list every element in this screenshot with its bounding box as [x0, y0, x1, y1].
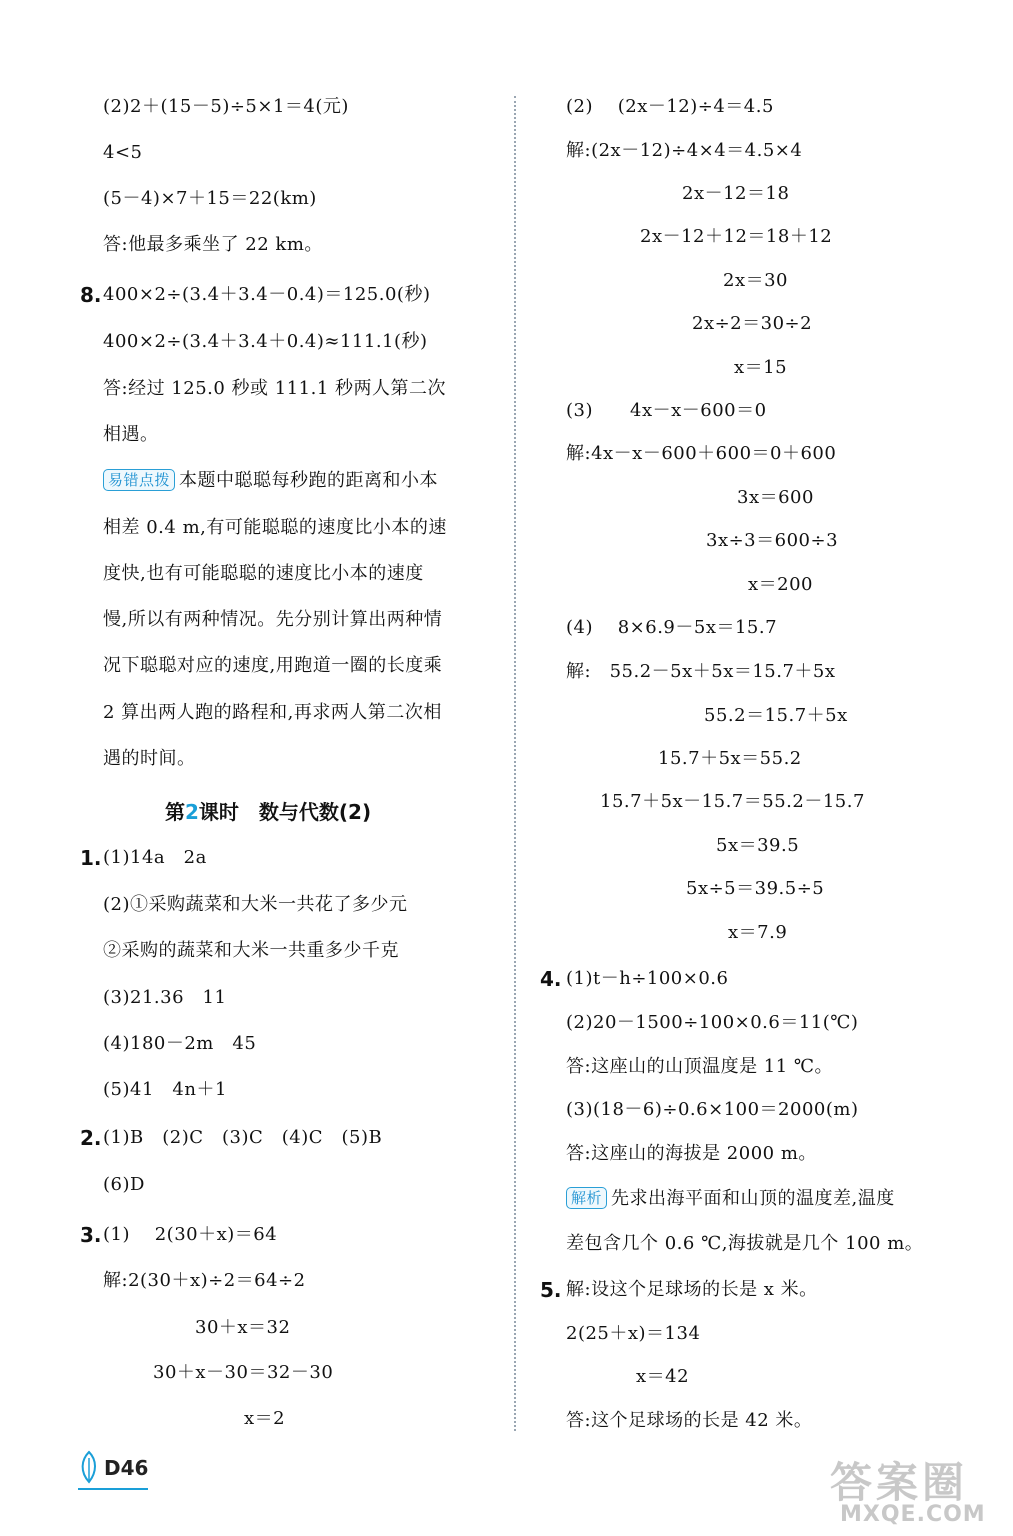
equation-line: 3x＝600 — [737, 487, 814, 508]
equation-line: 解:4x－x－600＋600＝0＋600 — [566, 443, 837, 464]
page-number: D46 — [104, 1456, 149, 1480]
equation-line: 解: 55.2－5x＋5x＝15.7＋5x — [566, 661, 836, 682]
answer-line: 答:这座山的海拔是 2000 m。 — [566, 1143, 817, 1164]
equation-line: 2x÷2＝30÷2 — [692, 313, 813, 334]
analysis-tag: 解析 — [566, 1187, 607, 1209]
tip-line: 遇的时间。 — [103, 748, 196, 769]
equation-line: 30＋x－30＝32－30 — [153, 1362, 334, 1383]
section-title-prefix: 第 — [165, 800, 185, 824]
equation-line: (4) 8×6.9－5x＝15.7 — [566, 617, 778, 638]
answer-line: 解:设这个足球场的长是 x 米。 — [566, 1279, 818, 1300]
page-number-underline — [78, 1488, 148, 1490]
tip-line — [103, 468, 438, 494]
answer-line: (1)14a 2a — [103, 847, 207, 868]
watermark-main: 答案圈 — [830, 1458, 969, 1507]
equation-line: (3) 4x－x－600＝0 — [566, 400, 767, 421]
watermark-logo — [830, 1450, 1010, 1532]
watermark-sub: MXQE.COM — [840, 1502, 986, 1527]
answer-line: 相遇。 — [103, 424, 159, 445]
equation-line: 2x－12＋12＝18＋12 — [640, 226, 833, 247]
tip-text: 本题中聪聪每秒跑的距离和小本 — [179, 470, 439, 491]
answer-line: (6)D — [103, 1174, 145, 1195]
answer-line: (2)①采购蔬菜和大米一共花了多少元 — [103, 894, 408, 915]
answer-line: (3)(18－6)÷0.6×100＝2000(m) — [566, 1099, 859, 1120]
equation-line: (1) 2(30＋x)＝64 — [103, 1224, 278, 1245]
equation-line: x＝7.9 — [728, 922, 788, 943]
tip-line: 况下聪聪对应的速度,用跑道一圈的长度乘 — [103, 655, 443, 676]
question-number: 8. — [80, 283, 102, 307]
equation-line: 解:(2x－12)÷4×4＝4.5×4 — [566, 140, 803, 161]
answer-line: (4)180－2m 45 — [103, 1033, 257, 1054]
equation-line: 15.7＋5x－15.7＝55.2－15.7 — [600, 791, 865, 812]
answer-line: 答:这座山的山顶温度是 11 ℃。 — [566, 1056, 834, 1077]
answer-line: 4<5 — [103, 142, 143, 163]
answer-line: (2)20－1500÷100×0.6＝11(℃) — [566, 1012, 859, 1033]
equation-line: x＝15 — [734, 357, 788, 378]
page-number-badge — [78, 1448, 148, 1488]
answer-line: (5)41 4n＋1 — [103, 1079, 227, 1100]
equation-line: 15.7＋5x＝55.2 — [658, 748, 802, 769]
question-number: 1. — [80, 846, 102, 870]
answer-line: (3)21.36 11 — [103, 987, 227, 1008]
equation-line: x＝42 — [636, 1366, 690, 1387]
answer-line: (2)2＋(15－5)÷5×1＝4(元) — [103, 96, 349, 117]
tip-line: 慢,所以有两种情况。先分别计算出两种情 — [103, 609, 443, 630]
question-number: 5. — [540, 1278, 562, 1302]
tip-tag: 易错点拨 — [103, 469, 175, 491]
question-number: 4. — [540, 967, 562, 991]
answer-line: 答:他最多乘坐了 22 km。 — [103, 234, 323, 255]
equation-line: x＝200 — [748, 574, 814, 595]
equation-line: 55.2＝15.7＋5x — [704, 705, 848, 726]
equation-line: 2x＝30 — [723, 270, 789, 291]
answer-line: 400×2÷(3.4＋3.4－0.4)＝125.0(秒) — [103, 284, 431, 305]
answer-line: ②采购的蔬菜和大米一共重多少千克 — [103, 940, 399, 961]
tip-line: 相差 0.4 m,有可能聪聪的速度比小本的速 — [103, 517, 447, 538]
equation-line: 3x÷3＝600÷3 — [706, 530, 839, 551]
equation-line: 2x－12＝18 — [682, 183, 790, 204]
equation-line: (2) (2x－12)÷4＝4.5 — [566, 96, 774, 117]
answer-line: (5－4)×7＋15＝22(km) — [103, 188, 317, 209]
analysis-line — [566, 1186, 895, 1212]
equation-line: 5x＝39.5 — [716, 835, 800, 856]
answer-line: (1)B (2)C (3)C (4)C (5)B — [103, 1127, 383, 1148]
analysis-line: 差包含几个 0.6 ℃,海拔就是几个 100 m。 — [566, 1233, 924, 1254]
analysis-text: 先求出海平面和山顶的温度差,温度 — [611, 1188, 895, 1209]
section-title-number: 2 — [185, 800, 199, 824]
equation-line: x＝2 — [244, 1408, 286, 1429]
equation-line: 5x÷5＝39.5÷5 — [686, 878, 825, 899]
equation-line: 2(25＋x)＝134 — [566, 1323, 701, 1344]
equation-line: 30＋x＝32 — [195, 1317, 291, 1338]
answer-line: 答:这个足球场的长是 42 米。 — [566, 1410, 813, 1431]
equation-line: 解:2(30＋x)÷2＝64÷2 — [103, 1270, 306, 1291]
answer-line: (1)t－h÷100×0.6 — [566, 968, 729, 989]
tip-line: 2 算出两人跑的路程和,再求两人第二次相 — [103, 702, 442, 723]
answer-line: 答:经过 125.0 秒或 111.1 秒两人第二次 — [103, 378, 447, 399]
leaf-icon — [78, 1450, 100, 1484]
answer-line: 400×2÷(3.4＋3.4＋0.4)≈111.1(秒) — [103, 331, 428, 352]
tip-line: 度快,也有可能聪聪的速度比小本的速度 — [103, 563, 424, 584]
section-title-text: 课时 数与代数(2) — [198, 800, 372, 824]
question-number: 3. — [80, 1223, 102, 1247]
question-number: 2. — [80, 1126, 102, 1150]
column-divider — [514, 96, 516, 1431]
section-title — [165, 796, 371, 825]
